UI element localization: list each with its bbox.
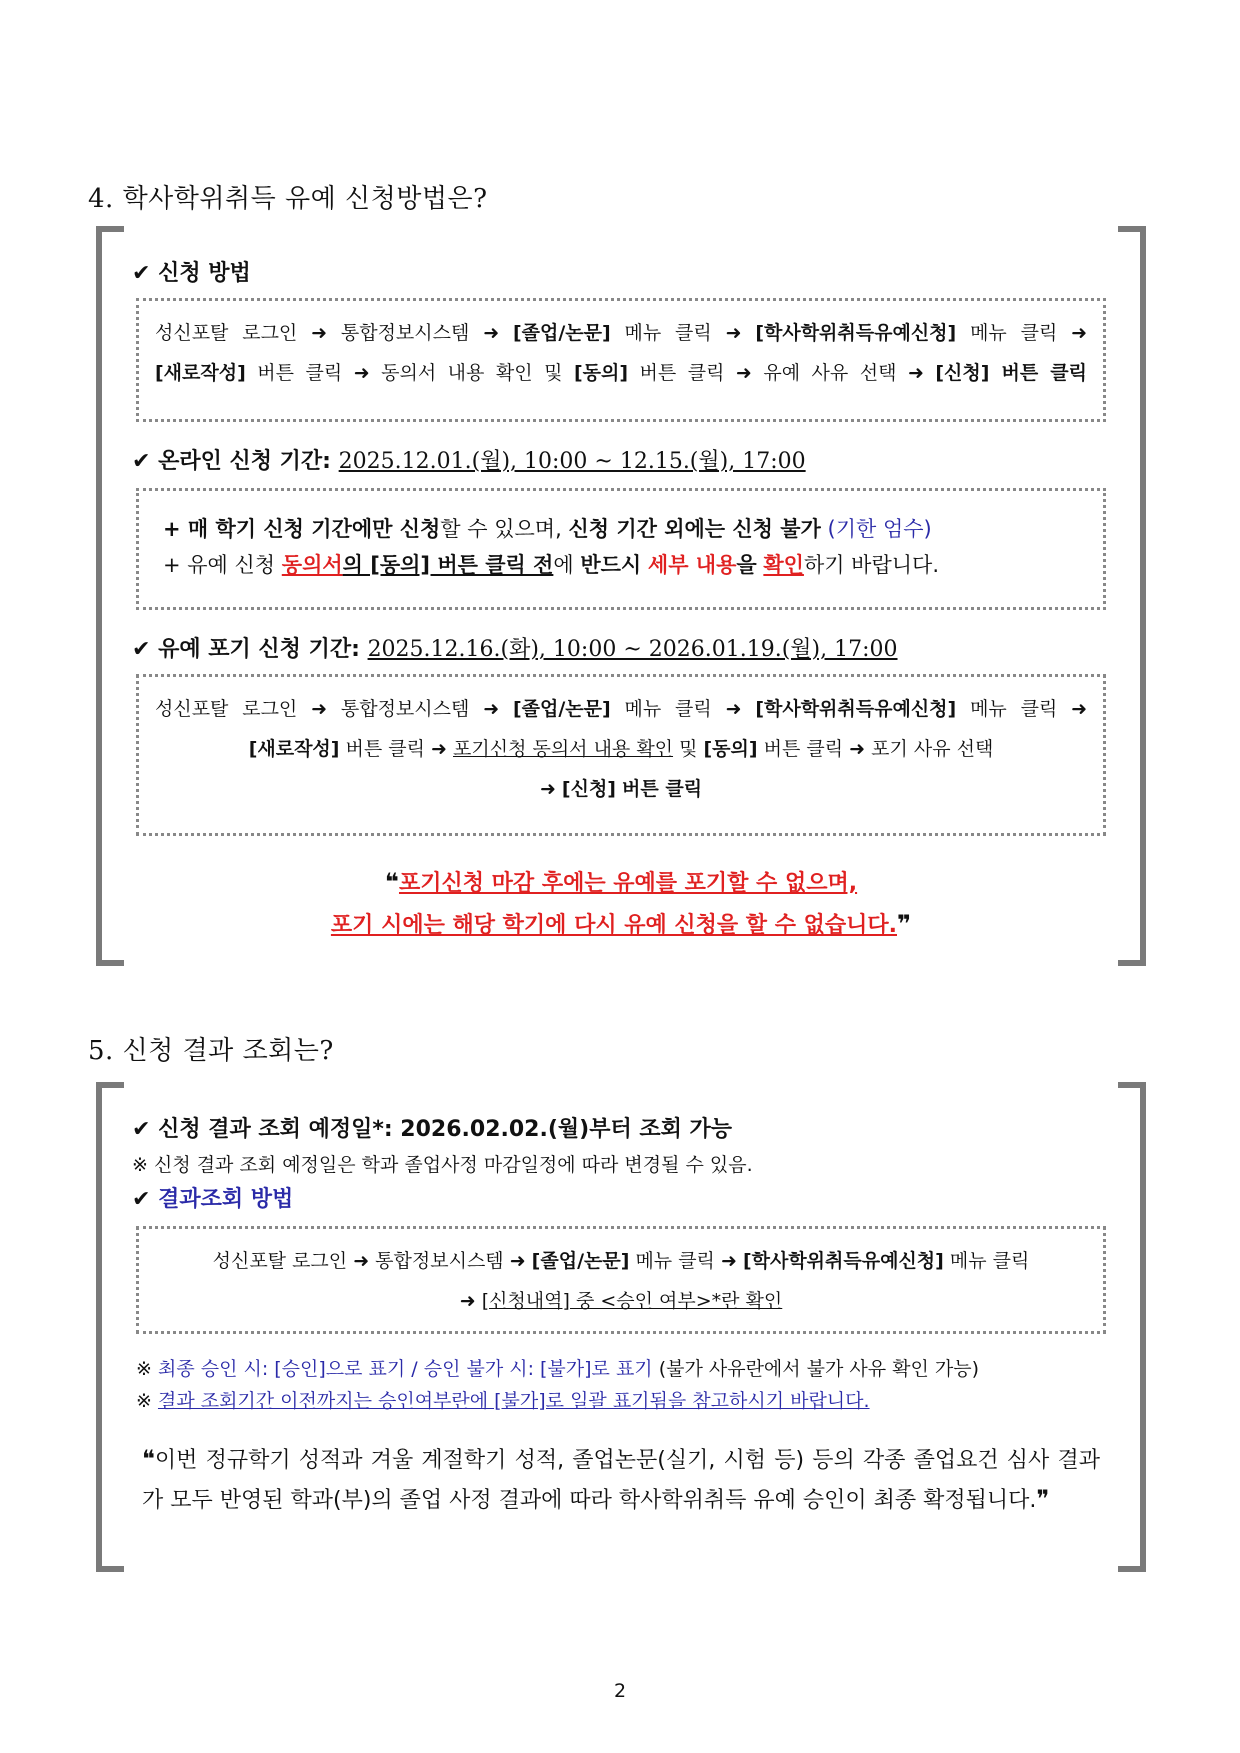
- left-bracket: [96, 1082, 124, 1572]
- final-text: 이번 정규학기 성적과 겨울 계절학기 성적, 졸업논문(실기, 시험 등) 등의 각종 졸업요건 심사 결과가 모두 반영된 학과(부)의 졸업 사정 결과에 따라 학사학위취득 유예 승인이 최종 확정됩니다.: [142, 1448, 1100, 1513]
- step: 통합정보시스템: [375, 1250, 504, 1272]
- right-bracket: [1118, 226, 1146, 966]
- arrow-icon: ➜: [539, 778, 556, 800]
- step: 메뉴 클릭: [624, 698, 712, 720]
- step: [신청내역] 중 <승인 여부>*란 확인: [481, 1290, 783, 1312]
- cancel-steps-box: [136, 674, 1106, 836]
- step: 메뉴 클릭: [970, 698, 1058, 720]
- step: 통합정보시스템: [340, 698, 470, 720]
- warning-line-1: 포기신청 마감 후에는 유예를 포기할 수 없으며,: [398, 871, 858, 896]
- notice-box: [136, 488, 1106, 610]
- step: 메뉴 클릭: [970, 322, 1058, 344]
- online-label: ✔ 온라인 신청 기간:: [132, 449, 331, 474]
- arrow-icon: ➜: [1071, 322, 1088, 344]
- step: [새로작성]: [248, 738, 340, 760]
- notice-text: 동의서: [281, 553, 343, 577]
- step: 메뉴 클릭: [635, 1250, 715, 1272]
- arrow-icon: ➜: [311, 698, 328, 720]
- arrow-icon: ➜: [353, 1250, 370, 1272]
- notice-text: 확인: [763, 553, 804, 577]
- open-quote-icon: ❝: [384, 868, 399, 896]
- arrow-icon: ➜: [311, 322, 328, 344]
- method-steps-box: [136, 298, 1106, 422]
- result-steps-box: [136, 1226, 1106, 1334]
- right-bracket: [1118, 1082, 1146, 1572]
- step: [학사학위취득유예신청]: [755, 698, 957, 720]
- step: 성신포탈 로그인: [212, 1250, 348, 1272]
- step: [졸업/논문]: [512, 322, 611, 344]
- arrow-icon: ➜: [353, 362, 370, 384]
- section-4-box: [96, 226, 1146, 966]
- step: 포기신청 동의서 내용 확인: [453, 738, 674, 760]
- arrow-icon: ➜: [509, 1250, 526, 1272]
- notice-text: + 매 학기 신청 기간에만 신청: [163, 517, 441, 541]
- notice-text: 반드시: [580, 553, 642, 577]
- step: 포기 사유 선택: [871, 738, 994, 760]
- step: [동의]: [703, 738, 758, 760]
- notice-text: (기한 엄수): [827, 517, 932, 541]
- notice-text: 의 [동의] 버튼 클릭 전: [342, 553, 554, 577]
- arrow-icon: ➜: [483, 322, 500, 344]
- step: [학사학위취득유예신청]: [755, 322, 957, 344]
- result-method-line: [132, 1182, 293, 1213]
- check-icon: ✔: [132, 1187, 151, 1212]
- step: 메뉴 클릭: [624, 322, 712, 344]
- step: 성신포탈 로그인: [155, 698, 298, 720]
- notice-text: 하기 바랍니다.: [803, 553, 940, 577]
- step: [신청] 버튼 클릭: [935, 362, 1087, 384]
- step: 버튼 클릭: [763, 738, 844, 760]
- step: 동의서 내용 확인 및: [381, 362, 563, 384]
- step: 유예 사유 선택: [763, 362, 897, 384]
- step: 버튼 클릭: [622, 778, 703, 800]
- arrow-icon: ➜: [725, 322, 742, 344]
- step: [신청]: [561, 778, 616, 800]
- cancel-period: 2025.12.16.(화), 10:00 ~ 2026.01.19.(월), 17:00: [367, 637, 898, 662]
- note-mark: ※: [136, 1390, 152, 1412]
- approval-note-text: 최종 승인 시: [승인]으로 표기 / 승인 불가 시: [불가]로 표기: [157, 1358, 653, 1380]
- arrow-icon: ➜: [483, 698, 500, 720]
- warning-line-2: 포기 시에는 해당 학기에 다시 유예 신청을 할 수 없습니다.: [330, 913, 897, 938]
- arrow-icon: ➜: [907, 362, 924, 384]
- notice-text: 에: [553, 553, 574, 577]
- note-mark: ※: [136, 1358, 152, 1380]
- step: [새로작성]: [155, 362, 246, 384]
- notice-text: 을: [736, 553, 757, 577]
- step: 버튼 클릭: [639, 362, 725, 384]
- step: [학사학위취득유예신청]: [742, 1250, 944, 1272]
- method-label: ✔ 신청 방법: [132, 261, 251, 286]
- approval-note-sub: (불가 사유란에서 불가 사유 확인 가능): [658, 1358, 980, 1380]
- notice-text: 신청 기간 외에는 신청 불가: [568, 517, 821, 541]
- cancel-label: ✔ 유예 포기 신청 기간:: [132, 637, 360, 662]
- close-quote-icon: ❞: [897, 910, 912, 938]
- arrow-icon: ➜: [1071, 698, 1088, 720]
- arrow-icon: ➜: [735, 362, 752, 384]
- left-bracket: [96, 226, 124, 966]
- result-method-label: 결과조회 방법: [158, 1187, 294, 1212]
- step: [졸업/논문]: [512, 698, 611, 720]
- step: [졸업/논문]: [531, 1250, 630, 1272]
- open-quote-icon: ❝: [142, 1445, 155, 1473]
- step: 버튼 클릭: [257, 362, 343, 384]
- arrow-icon: ➜: [431, 738, 447, 760]
- step: 메뉴 클릭: [949, 1250, 1030, 1272]
- cancel-period-line: [132, 632, 898, 663]
- online-period: 2025.12.01.(월), 10:00 ~ 12.15.(월), 17:00: [338, 449, 806, 474]
- step: 통합정보시스템: [340, 322, 470, 344]
- step: 버튼 클릭: [345, 738, 425, 760]
- section-5-box: [96, 1082, 1146, 1572]
- arrow-icon: ➜: [720, 1250, 737, 1272]
- arrow-icon: ➜: [725, 698, 742, 720]
- step: 및: [679, 738, 698, 760]
- notice-text: + 유예 신청: [163, 553, 276, 577]
- section-5-title: 5. 신청 결과 조회는?: [88, 1036, 334, 1066]
- period-note-text: 결과 조회기간 이전까지는 승인여부란에 [불가]로 일괄 표기됨을 참고하시기 바랍니다.: [157, 1390, 870, 1412]
- arrow-icon: ➜: [849, 738, 866, 760]
- result-note: ※ 신청 결과 조회 예정일은 학과 졸업사정 마감일정에 따라 변경될 수 있음.: [132, 1154, 753, 1176]
- final-quote: [142, 1440, 1100, 1520]
- online-period-line: [132, 444, 806, 475]
- warning-quote: [96, 862, 1146, 946]
- step: [동의]: [573, 362, 629, 384]
- section-4-title: 4. 학사학위취득 유예 신청방법은?: [88, 184, 488, 214]
- approval-note: [136, 1354, 979, 1381]
- close-quote-icon: ❞: [1036, 1485, 1050, 1513]
- page-number: 2: [613, 1680, 627, 1702]
- step: 성신포탈 로그인: [155, 322, 298, 344]
- arrow-icon: ➜: [459, 1290, 476, 1312]
- notice-text: 세부 내용: [647, 553, 737, 577]
- period-note: [136, 1386, 870, 1413]
- notice-text: 할 수 있으며,: [440, 517, 562, 541]
- result-date-label: ✔ 신청 결과 조회 예정일*: 2026.02.02.(월)부터 조회 가능: [132, 1117, 733, 1142]
